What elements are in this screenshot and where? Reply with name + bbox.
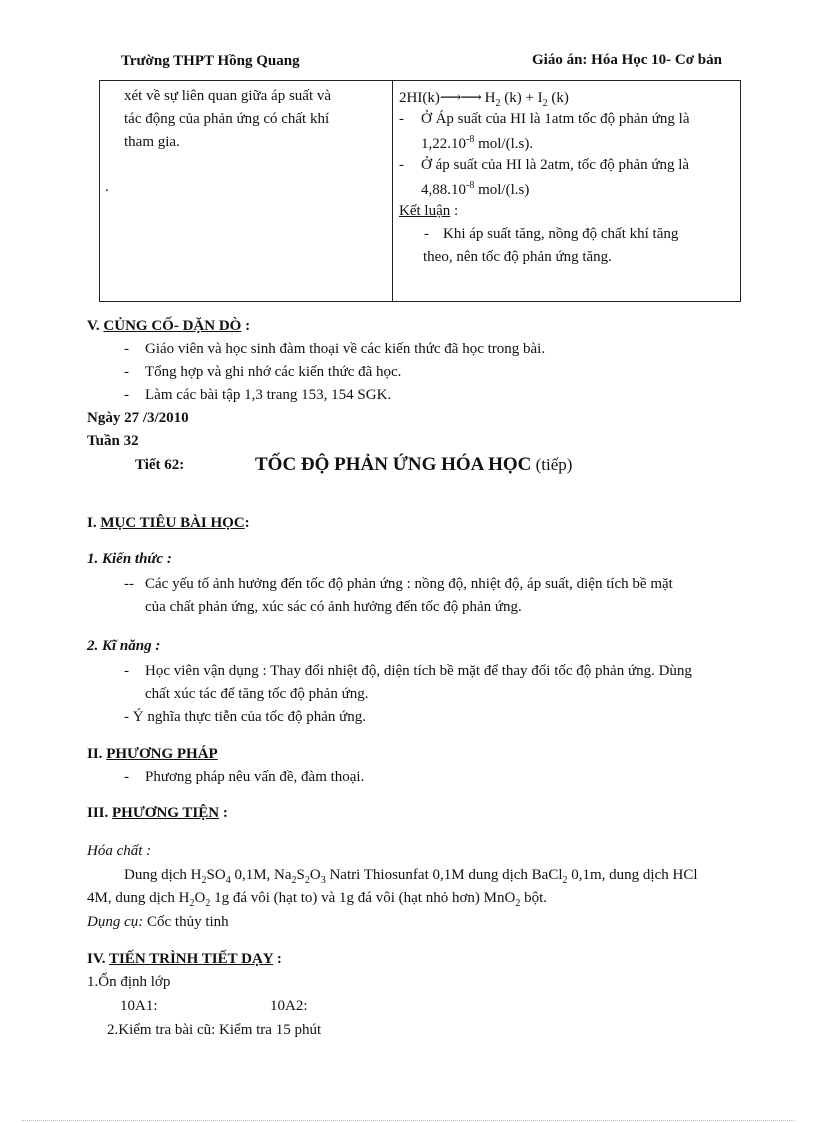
week: Tuần 32 (87, 433, 139, 449)
bullet-dash: - (124, 341, 129, 357)
method-item: Phương pháp nêu vấn đề, đàm thoại. (145, 769, 365, 785)
chemicals-label: Hóa chất : (87, 843, 152, 859)
teacher-activity-cell (100, 81, 393, 302)
bullet-dash: - (124, 769, 129, 785)
arrow-icon: ⟶ (439, 90, 461, 106)
left-dot: . (105, 179, 109, 195)
bullet-dash: - (424, 226, 429, 242)
knowledge-label: 1. Kiến thức : (87, 551, 172, 567)
section-3-heading: III. PHƯƠNG TIỆN : (87, 805, 228, 821)
bullet-dash: -- (124, 576, 134, 592)
skill-line-3: - Ý nghĩa thực tiễn của tốc độ phản ứng. (124, 709, 367, 725)
content-cell (393, 81, 741, 302)
conclusion-line-1: Khi áp suất tăng, nồng độ chất khí tăng (443, 226, 679, 242)
rate-2atm: $4,88.10^{-8}$ mol/(l.s) (421, 180, 530, 198)
skill-label: 2. Kĩ năng : (87, 638, 161, 654)
rate-1atm: $1,22.10^{-8}$ mol/(l.s). (421, 134, 534, 152)
page-bottom-divider (22, 1120, 794, 1121)
chemicals-line-1: Dung dịch $H_2SO_4$ 0,1M, $Na_2S_2O_3$ Natri Thiosunfat 0,1M dung dịch BaCl$_2$ 0,1m, dung dịch HCl (124, 867, 698, 886)
bullet-dash: - (399, 157, 404, 173)
step-1: 1.Ổn định lớp (87, 974, 171, 990)
section-4-heading: IV. TIẾN TRÌNH TIẾT DẠY : (87, 951, 282, 967)
skill-line-2: chất xúc tác để tăng tốc độ phản ứng. (145, 686, 369, 702)
section-1-heading: I. MỤC TIÊU BÀI HỌC: (87, 515, 250, 531)
class-10a2: 10A2: (270, 998, 308, 1014)
bullet-dash: - (124, 387, 129, 403)
tools-line: Dụng cụ: Cốc thủy tinh (87, 914, 229, 930)
bullet-dash: - (124, 663, 129, 679)
section-2-heading: II. PHƯƠNG PHÁP (87, 746, 218, 762)
school-name: Trường THPT Hồng Quang (121, 53, 300, 69)
section-5-heading: V. CỦNG CỐ- DẶN DÒ : (87, 318, 251, 334)
lesson-title: TỐC ĐỘ PHẢN ỨNG HÓA HỌC (tiếp) (255, 454, 573, 475)
pressure-1atm: Ở Áp suất của HI là 1atm tốc độ phản ứng là (421, 111, 690, 127)
conclusion-line-2: theo, nên tốc độ phản ứng tăng. (423, 249, 612, 265)
bullet-dash: - (399, 111, 404, 127)
skill-line-1: Học viên vận dụng : Thay đổi nhiệt độ, diện tích bề mặt để thay đổi tốc độ phản ứng. Dùng (145, 663, 692, 679)
list-item: Tổng hợp và ghi nhớ các kiến thức đã học. (145, 364, 402, 380)
date: Ngày 27 /3/2010 (87, 410, 189, 426)
list-item: Làm các bài tập 1,3 trang 153, 154 SGK. (145, 387, 392, 403)
knowledge-line-1: Các yếu tố ảnh hưởng đến tốc độ phản ứng : nồng độ, nhiệt độ, áp suất, diện tích bề mặt (145, 576, 673, 592)
activity-table (99, 80, 741, 302)
lesson-plan-title: Giáo án: Hóa Học 10- Cơ bản (532, 52, 722, 68)
period: Tiết 62: (135, 457, 185, 473)
step-2: 2.Kiểm tra bài cũ: Kiểm tra 15 phút (107, 1022, 322, 1038)
left-line-1: xét về sự liên quan giữa áp suất và (124, 88, 332, 104)
list-item: Giáo viên và học sinh đàm thoại về các kiến thức đã học trong bài. (145, 341, 546, 357)
bullet-dash: - (124, 364, 129, 380)
class-10a1: 10A1: (120, 998, 158, 1014)
pressure-2atm: Ở áp suất của HI là 2atm, tốc độ phản ứng là (421, 157, 690, 173)
conclusion-label: Kết luận : (399, 203, 459, 219)
left-line-3: tham gia. (124, 134, 180, 150)
chemicals-line-2: 4M, dung dịch $H_2O_2$ 1g đá vôi (hạt to) và 1g đá vôi (hạt nhỏ hơn) MnO$_2$ bột. (87, 890, 547, 909)
left-line-2: tác động của phản ứng có chất khí (124, 111, 330, 127)
reaction-equation: 2HI(k)⟶⟶ $H_2$ $(k) + I_2$ (k) (399, 90, 569, 109)
knowledge-line-2: của chất phản ứng, xúc sác có ảnh hưởng đến tốc độ phản ứng. (145, 599, 522, 615)
